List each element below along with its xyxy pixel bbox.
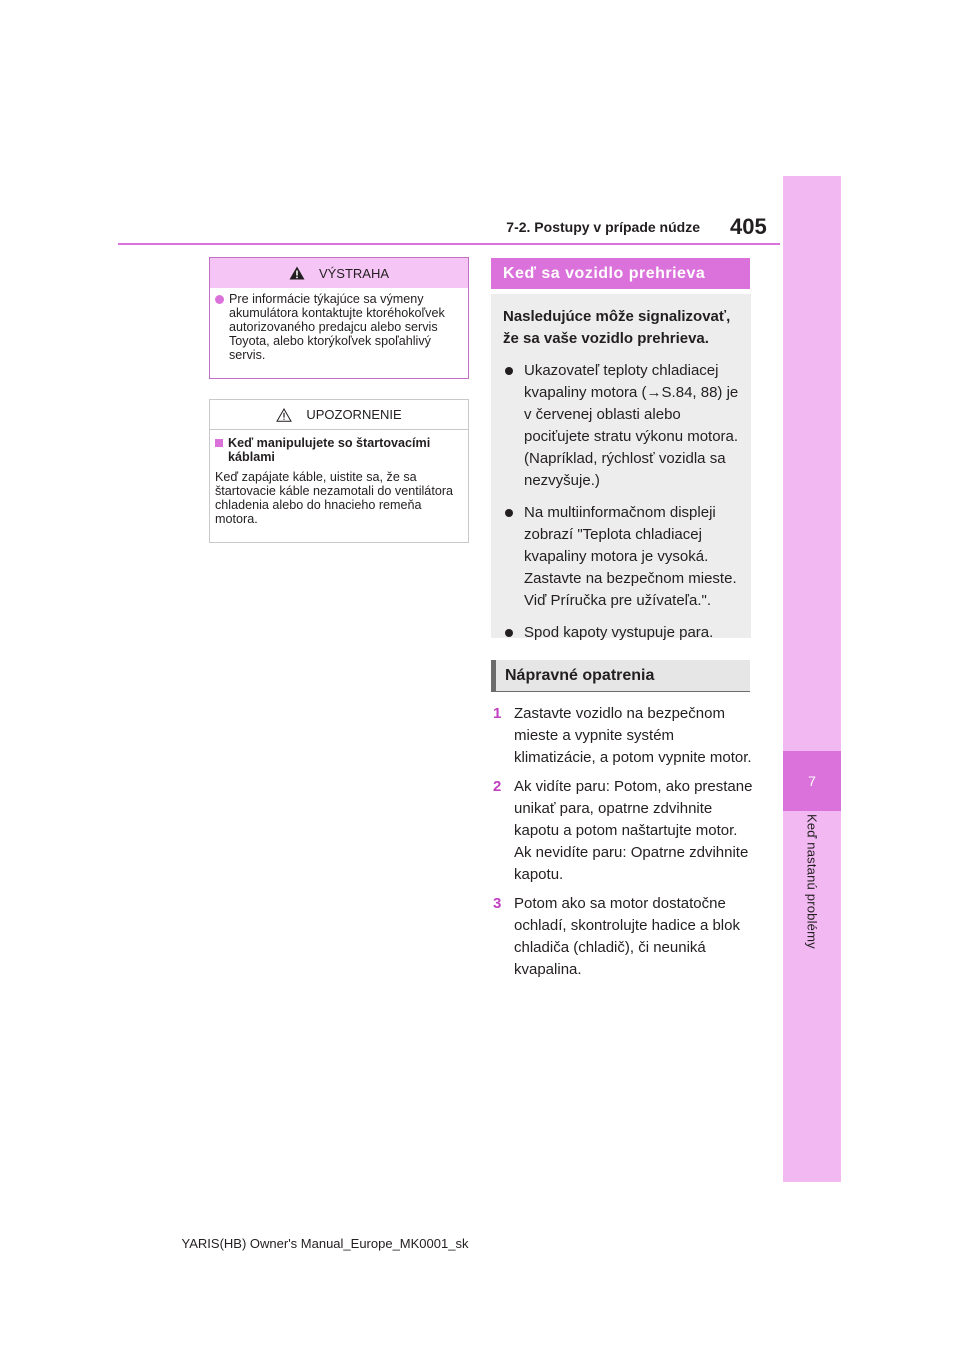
chapter-side-tab (783, 176, 841, 1182)
header-rule (118, 243, 780, 245)
bullet-icon (505, 629, 513, 637)
chapter-label (783, 814, 841, 984)
step-number: 2 (493, 778, 502, 795)
notice-subtitle: Keď manipulujete so štartovacími káblami (228, 436, 431, 464)
notice-text: Keď zapájate káble, uistite sa, že sa štartovacie káble nezamotali do ventilátora chladenia alebo do hnacieho remeňa motora. (215, 470, 454, 526)
list-item (503, 360, 741, 492)
notice-subtitle-row (210, 430, 468, 464)
list-item (503, 502, 741, 612)
bullet-icon (505, 509, 513, 517)
corrective-steps (491, 696, 753, 981)
step-number: 3 (493, 895, 502, 912)
list-item (503, 622, 741, 644)
step-text: Potom ako sa motor dostatočne ochladí, skontrolujte hadice a blok chladiča (chladič), či neuniká kvapalina. (514, 895, 740, 978)
notice-box (209, 399, 469, 543)
step-item (491, 703, 753, 769)
warning-text: Pre informácie týkajúce sa výmeny akumulátora kontaktujte ktoréhokoľvek autorizovaného predajcu alebo servis Toyota, alebo ktorýkoľvek spoľahlivý servis. (229, 292, 445, 362)
list-item-text: Spod kapoty vystupuje para. (524, 624, 714, 641)
square-bullet-icon (215, 439, 223, 447)
pink-bullet-icon (215, 295, 224, 304)
list-item-text: Ukazovateľ teploty chladiacej kvapaliny motora (→S.84, 88) je v červenej oblasti alebo pociťujete stratu výkonu motora. (Napríklad, rýchlosť vozidla sa nezvyšuje.) (524, 362, 739, 489)
step-item (491, 893, 753, 981)
section-header: 7-2. Postupy v prípade núdze (506, 219, 700, 235)
warning-triangle-icon (289, 266, 305, 280)
step-text: Ak vidíte paru: Potom, ako prestane unikať para, opatrne zdvihnite kapotu a potom naštartujte motor. Ak nevidíte paru: Opatrne zdvihnite kapotu. (514, 778, 753, 883)
step-item (491, 776, 753, 886)
corrective-title: Nápravné opatrenia (491, 660, 750, 692)
page-number: 405 (730, 214, 767, 239)
chapter-number: 7 (783, 751, 841, 811)
step-number: 1 (493, 705, 502, 722)
warning-header (210, 258, 468, 288)
notice-header (210, 400, 468, 430)
bullet-icon (505, 367, 513, 375)
warning-body (210, 288, 468, 362)
caution-triangle-icon (276, 408, 292, 422)
warning-title: VÝSTRAHA (318, 265, 390, 281)
overheat-intro: Nasledujúce môže signalizovať, že sa vaše vozidlo prehrieva. (503, 308, 731, 347)
footer-manual-id: YARIS(HB) Owner's Manual_Europe_MK0001_sk (181, 1236, 469, 1251)
chapter-label-text: Keď nastanú problémy (804, 814, 820, 949)
notice-title: UPOZORNENIE (306, 407, 402, 422)
warning-box (209, 257, 469, 379)
overheat-title: Keď sa vozidlo prehrieva (491, 258, 750, 289)
list-item-text: Na multiinformačnom displeji zobrazí "Teplota chladiacej kvapaliny motora je vysoká. Zastavte na bezpečnom mieste. Viď Príručka pre užívateľa.". (524, 504, 737, 609)
overheat-signs-panel (491, 294, 751, 641)
step-text: Zastavte vozidlo na bezpečnom mieste a vypnite systém klimatizácie, a potom vypnite motor. (514, 705, 752, 766)
